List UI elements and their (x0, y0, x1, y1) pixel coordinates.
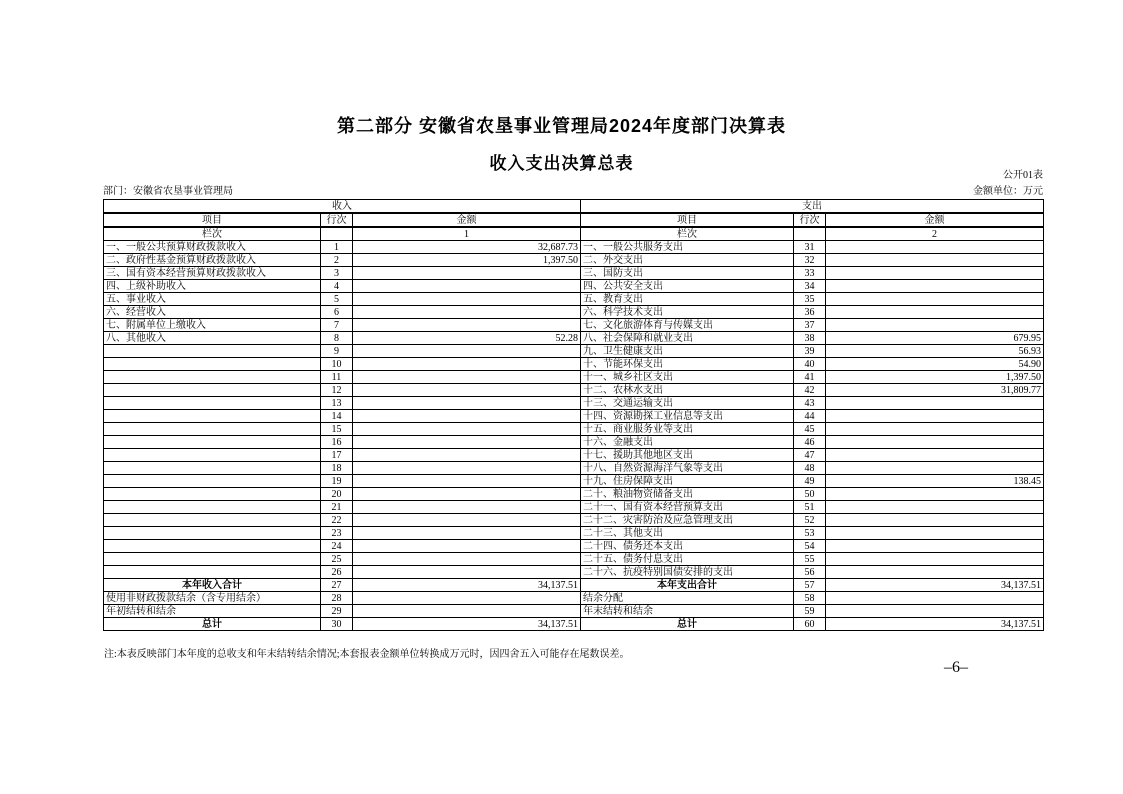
income-col-item-header: 项目 (104, 213, 321, 227)
expense-amount-cell (826, 462, 1044, 475)
expense-amount-cell (826, 293, 1044, 306)
expense-rowno-cell: 44 (794, 410, 826, 423)
income-amount-cell: 34,137.51 (353, 618, 581, 631)
income-item-cell: 二、政府性基金预算财政拨款收入 (104, 254, 321, 267)
income-rowno-cell: 19 (321, 475, 353, 488)
expense-rowno-cell: 33 (794, 267, 826, 280)
expense-index-blank (794, 227, 826, 241)
income-rowno-cell: 4 (321, 280, 353, 293)
expense-item-cell: 二十一、国有资本经营预算支出 (581, 501, 794, 514)
income-rowno-cell: 12 (321, 384, 353, 397)
income-item-cell: 八、其他收入 (104, 332, 321, 345)
table-row (104, 436, 1044, 449)
expense-item-cell: 本年支出合计 (581, 579, 794, 592)
expense-amount-cell (826, 280, 1044, 293)
expense-amount-cell (826, 605, 1044, 618)
expense-item-cell: 三、国防支出 (581, 267, 794, 280)
footnote: 注:本表反映部门本年度的总收支和年末结转结余情况;本套报表金额单位转换成万元时，因四舍五入可能存在尾数误差。 (104, 649, 630, 660)
income-rowno-cell: 15 (321, 423, 353, 436)
expense-amount-cell (826, 553, 1044, 566)
table-row (104, 319, 1044, 332)
expense-rowno-cell: 35 (794, 293, 826, 306)
expense-rowno-cell: 54 (794, 540, 826, 553)
expense-item-cell: 五、教育支出 (581, 293, 794, 306)
expense-item-cell: 二十六、抗疫特别国债安排的支出 (581, 566, 794, 579)
income-amount-cell (353, 267, 581, 280)
income-rowno-cell: 5 (321, 293, 353, 306)
income-item-cell: 五、事业收入 (104, 293, 321, 306)
income-item-cell (104, 423, 321, 436)
table-row (104, 371, 1044, 384)
income-index-number: 1 (353, 227, 581, 241)
income-amount-cell: 1,397.50 (353, 254, 581, 267)
table-row (104, 267, 1044, 280)
income-rowno-cell: 1 (321, 241, 353, 254)
expense-rowno-cell: 41 (794, 371, 826, 384)
income-amount-cell: 32,687.73 (353, 241, 581, 254)
income-amount-cell (353, 488, 581, 501)
income-amount-cell: 34,137.51 (353, 579, 581, 592)
expense-rowno-cell: 48 (794, 462, 826, 475)
income-amount-cell (353, 345, 581, 358)
table-row (104, 592, 1044, 605)
expense-item-cell: 二十二、灾害防治及应急管理支出 (581, 514, 794, 527)
expense-col-item-header: 项目 (581, 213, 794, 227)
expense-rowno-cell: 56 (794, 566, 826, 579)
income-rowno-cell: 14 (321, 410, 353, 423)
income-rowno-cell: 22 (321, 514, 353, 527)
income-rowno-cell: 29 (321, 605, 353, 618)
income-item-cell (104, 540, 321, 553)
expense-item-cell: 七、文化旅游体育与传媒支出 (581, 319, 794, 332)
income-rowno-cell: 30 (321, 618, 353, 631)
expense-rowno-cell: 38 (794, 332, 826, 345)
income-rowno-cell: 21 (321, 501, 353, 514)
expense-amount-cell: 138.45 (826, 475, 1044, 488)
income-item-cell (104, 566, 321, 579)
expense-amount-cell (826, 254, 1044, 267)
expense-item-cell: 十六、金融支出 (581, 436, 794, 449)
income-item-cell (104, 462, 321, 475)
income-rowno-cell: 3 (321, 267, 353, 280)
table-row (104, 527, 1044, 540)
income-item-cell: 一、一般公共预算财政拨款收入 (104, 241, 321, 254)
expense-amount-cell (826, 514, 1044, 527)
expense-rowno-cell: 55 (794, 553, 826, 566)
income-amount-cell (353, 566, 581, 579)
expense-rowno-cell: 53 (794, 527, 826, 540)
expense-rowno-cell: 43 (794, 397, 826, 410)
table-body (104, 241, 1044, 631)
income-amount-cell (353, 605, 581, 618)
expense-item-cell: 一、一般公共服务支出 (581, 241, 794, 254)
income-rowno-cell: 7 (321, 319, 353, 332)
table-row (104, 488, 1044, 501)
income-amount-cell (353, 462, 581, 475)
table-row (104, 514, 1044, 527)
income-amount-cell (353, 449, 581, 462)
expense-item-cell: 十九、住房保障支出 (581, 475, 794, 488)
income-item-cell (104, 358, 321, 371)
income-amount-cell (353, 371, 581, 384)
table-row (104, 605, 1044, 618)
expense-amount-cell (826, 423, 1044, 436)
income-amount-cell (353, 475, 581, 488)
income-rowno-cell: 6 (321, 306, 353, 319)
table-row (104, 241, 1044, 254)
income-rowno-cell: 18 (321, 462, 353, 475)
income-rowno-cell: 20 (321, 488, 353, 501)
table-row (104, 280, 1044, 293)
expense-item-cell: 十七、援助其他地区支出 (581, 449, 794, 462)
expense-rowno-cell: 59 (794, 605, 826, 618)
income-item-cell: 使用非财政拨款结余（含专用结余） (104, 592, 321, 605)
expense-amount-cell: 56.93 (826, 345, 1044, 358)
department-label: 部门：安徽省农垦事业管理局 (103, 186, 233, 197)
page-subtitle: 收入支出决算总表 (489, 154, 634, 173)
income-item-cell: 三、国有资本经营预算财政拨款收入 (104, 267, 321, 280)
page-title: 第二部分 安徽省农垦事业管理局2024年度部门决算表 (336, 116, 787, 136)
budget-table (103, 199, 1044, 631)
income-rowno-cell: 28 (321, 592, 353, 605)
income-amount-cell (353, 384, 581, 397)
table-row (104, 618, 1044, 631)
expense-item-cell: 二、外交支出 (581, 254, 794, 267)
expense-rowno-cell: 49 (794, 475, 826, 488)
expense-amount-cell: 679.95 (826, 332, 1044, 345)
income-index-label: 栏次 (104, 227, 321, 241)
expense-item-cell: 九、卫生健康支出 (581, 345, 794, 358)
expense-rowno-cell: 45 (794, 423, 826, 436)
income-rowno-cell: 17 (321, 449, 353, 462)
table-row (104, 423, 1044, 436)
income-rowno-cell: 26 (321, 566, 353, 579)
income-rowno-cell: 27 (321, 579, 353, 592)
expense-item-cell: 十五、商业服务业等支出 (581, 423, 794, 436)
expense-amount-cell (826, 566, 1044, 579)
income-rowno-cell: 8 (321, 332, 353, 345)
expense-rowno-cell: 46 (794, 436, 826, 449)
expense-rowno-cell: 57 (794, 579, 826, 592)
expense-item-cell: 二十三、其他支出 (581, 527, 794, 540)
expense-rowno-cell: 42 (794, 384, 826, 397)
unit-label: 金额单位：万元 (973, 186, 1043, 197)
income-amount-cell (353, 436, 581, 449)
expense-item-cell: 八、社会保障和就业支出 (581, 332, 794, 345)
expense-amount-cell (826, 397, 1044, 410)
income-item-cell (104, 410, 321, 423)
expense-amount-cell (826, 449, 1044, 462)
expense-amount-cell (826, 436, 1044, 449)
income-amount-cell (353, 358, 581, 371)
income-item-cell (104, 371, 321, 384)
table-row (104, 579, 1044, 592)
table-row (104, 254, 1044, 267)
income-item-cell: 本年收入合计 (104, 579, 321, 592)
table-row (104, 566, 1044, 579)
table-row (104, 332, 1044, 345)
income-item-cell (104, 501, 321, 514)
income-item-cell (104, 527, 321, 540)
expense-rowno-cell: 40 (794, 358, 826, 371)
income-rowno-cell: 13 (321, 397, 353, 410)
expense-item-cell: 二十、粮油物资储备支出 (581, 488, 794, 501)
income-rowno-cell: 2 (321, 254, 353, 267)
expense-rowno-cell: 31 (794, 241, 826, 254)
expense-item-cell: 总计 (581, 618, 794, 631)
expense-index-number: 2 (826, 227, 1044, 241)
expense-amount-cell: 1,397.50 (826, 371, 1044, 384)
income-rowno-cell: 10 (321, 358, 353, 371)
income-item-cell: 总计 (104, 618, 321, 631)
income-rowno-cell: 24 (321, 540, 353, 553)
expense-rowno-cell: 34 (794, 280, 826, 293)
table-row (104, 449, 1044, 462)
expense-rowno-cell: 51 (794, 501, 826, 514)
table-row (104, 540, 1044, 553)
expense-item-cell: 十四、资源勘探工业信息等支出 (581, 410, 794, 423)
expense-amount-cell (826, 592, 1044, 605)
table-code: 公开01表 (1003, 170, 1043, 181)
expense-item-cell: 十三、交通运输支出 (581, 397, 794, 410)
income-rowno-cell: 11 (321, 371, 353, 384)
table-row (104, 345, 1044, 358)
income-col-amount-header: 金额 (353, 213, 581, 227)
table-row (104, 358, 1044, 371)
table-row (104, 501, 1044, 514)
income-item-cell (104, 553, 321, 566)
income-index-blank (321, 227, 353, 241)
table-row (104, 306, 1044, 319)
expense-rowno-cell: 37 (794, 319, 826, 332)
income-section-header: 收入 (104, 200, 581, 214)
expense-item-cell: 十二、农林水支出 (581, 384, 794, 397)
expense-item-cell: 年末结转和结余 (581, 605, 794, 618)
page-number: –6– (944, 659, 968, 676)
expense-rowno-cell: 39 (794, 345, 826, 358)
expense-amount-cell (826, 501, 1044, 514)
expense-item-cell: 二十四、债务还本支出 (581, 540, 794, 553)
income-amount-cell (353, 501, 581, 514)
income-amount-cell (353, 306, 581, 319)
income-item-cell (104, 449, 321, 462)
income-amount-cell (353, 514, 581, 527)
income-item-cell (104, 436, 321, 449)
income-amount-cell (353, 397, 581, 410)
income-item-cell: 年初结转和结余 (104, 605, 321, 618)
income-item-cell: 六、经营收入 (104, 306, 321, 319)
section-header-row (104, 200, 1044, 214)
income-amount-cell (353, 527, 581, 540)
income-amount-cell (353, 553, 581, 566)
table-row (104, 410, 1044, 423)
expense-amount-cell (826, 488, 1044, 501)
table-row (104, 475, 1044, 488)
income-rowno-cell: 16 (321, 436, 353, 449)
expense-rowno-cell: 60 (794, 618, 826, 631)
table-row (104, 462, 1044, 475)
expense-amount-cell (826, 319, 1044, 332)
table-row (104, 384, 1044, 397)
expense-rowno-cell: 52 (794, 514, 826, 527)
income-amount-cell: 52.28 (353, 332, 581, 345)
income-item-cell (104, 514, 321, 527)
expense-item-cell: 十八、自然资源海洋气象等支出 (581, 462, 794, 475)
expense-amount-cell (826, 241, 1044, 254)
income-item-cell (104, 384, 321, 397)
expense-amount-cell (826, 527, 1044, 540)
table-row (104, 397, 1044, 410)
income-item-cell (104, 488, 321, 501)
income-amount-cell (353, 319, 581, 332)
expense-col-amount-header: 金额 (826, 213, 1044, 227)
expense-rowno-cell: 47 (794, 449, 826, 462)
income-amount-cell (353, 293, 581, 306)
expense-amount-cell: 54.90 (826, 358, 1044, 371)
income-rowno-cell: 25 (321, 553, 353, 566)
expense-rowno-cell: 58 (794, 592, 826, 605)
expense-amount-cell (826, 540, 1044, 553)
expense-item-cell: 十一、城乡社区支出 (581, 371, 794, 384)
income-item-cell (104, 397, 321, 410)
income-rowno-cell: 23 (321, 527, 353, 540)
income-col-rowno-header: 行次 (321, 213, 353, 227)
expense-item-cell: 六、科学技术支出 (581, 306, 794, 319)
expense-item-cell: 十、节能环保支出 (581, 358, 794, 371)
expense-amount-cell (826, 410, 1044, 423)
table-row (104, 553, 1044, 566)
income-item-cell (104, 345, 321, 358)
income-item-cell: 七、附属单位上缴收入 (104, 319, 321, 332)
expense-amount-cell: 34,137.51 (826, 618, 1044, 631)
income-amount-cell (353, 410, 581, 423)
expense-amount-cell (826, 306, 1044, 319)
expense-index-label: 栏次 (581, 227, 794, 241)
expense-amount-cell (826, 267, 1044, 280)
expense-item-cell: 四、公共安全支出 (581, 280, 794, 293)
expense-section-header: 支出 (581, 200, 1044, 214)
income-item-cell (104, 475, 321, 488)
expense-rowno-cell: 36 (794, 306, 826, 319)
expense-rowno-cell: 32 (794, 254, 826, 267)
income-item-cell: 四、上级补助收入 (104, 280, 321, 293)
expense-item-cell: 二十五、债务付息支出 (581, 553, 794, 566)
expense-rowno-cell: 50 (794, 488, 826, 501)
income-amount-cell (353, 423, 581, 436)
expense-col-rowno-header: 行次 (794, 213, 826, 227)
column-header-row (104, 213, 1044, 227)
table-row (104, 293, 1044, 306)
expense-amount-cell: 34,137.51 (826, 579, 1044, 592)
meta-line (103, 182, 1043, 197)
expense-amount-cell: 31,809.77 (826, 384, 1044, 397)
column-index-row (104, 227, 1044, 241)
expense-item-cell: 结余分配 (581, 592, 794, 605)
income-amount-cell (353, 280, 581, 293)
income-rowno-cell: 9 (321, 345, 353, 358)
income-amount-cell (353, 540, 581, 553)
income-amount-cell (353, 592, 581, 605)
